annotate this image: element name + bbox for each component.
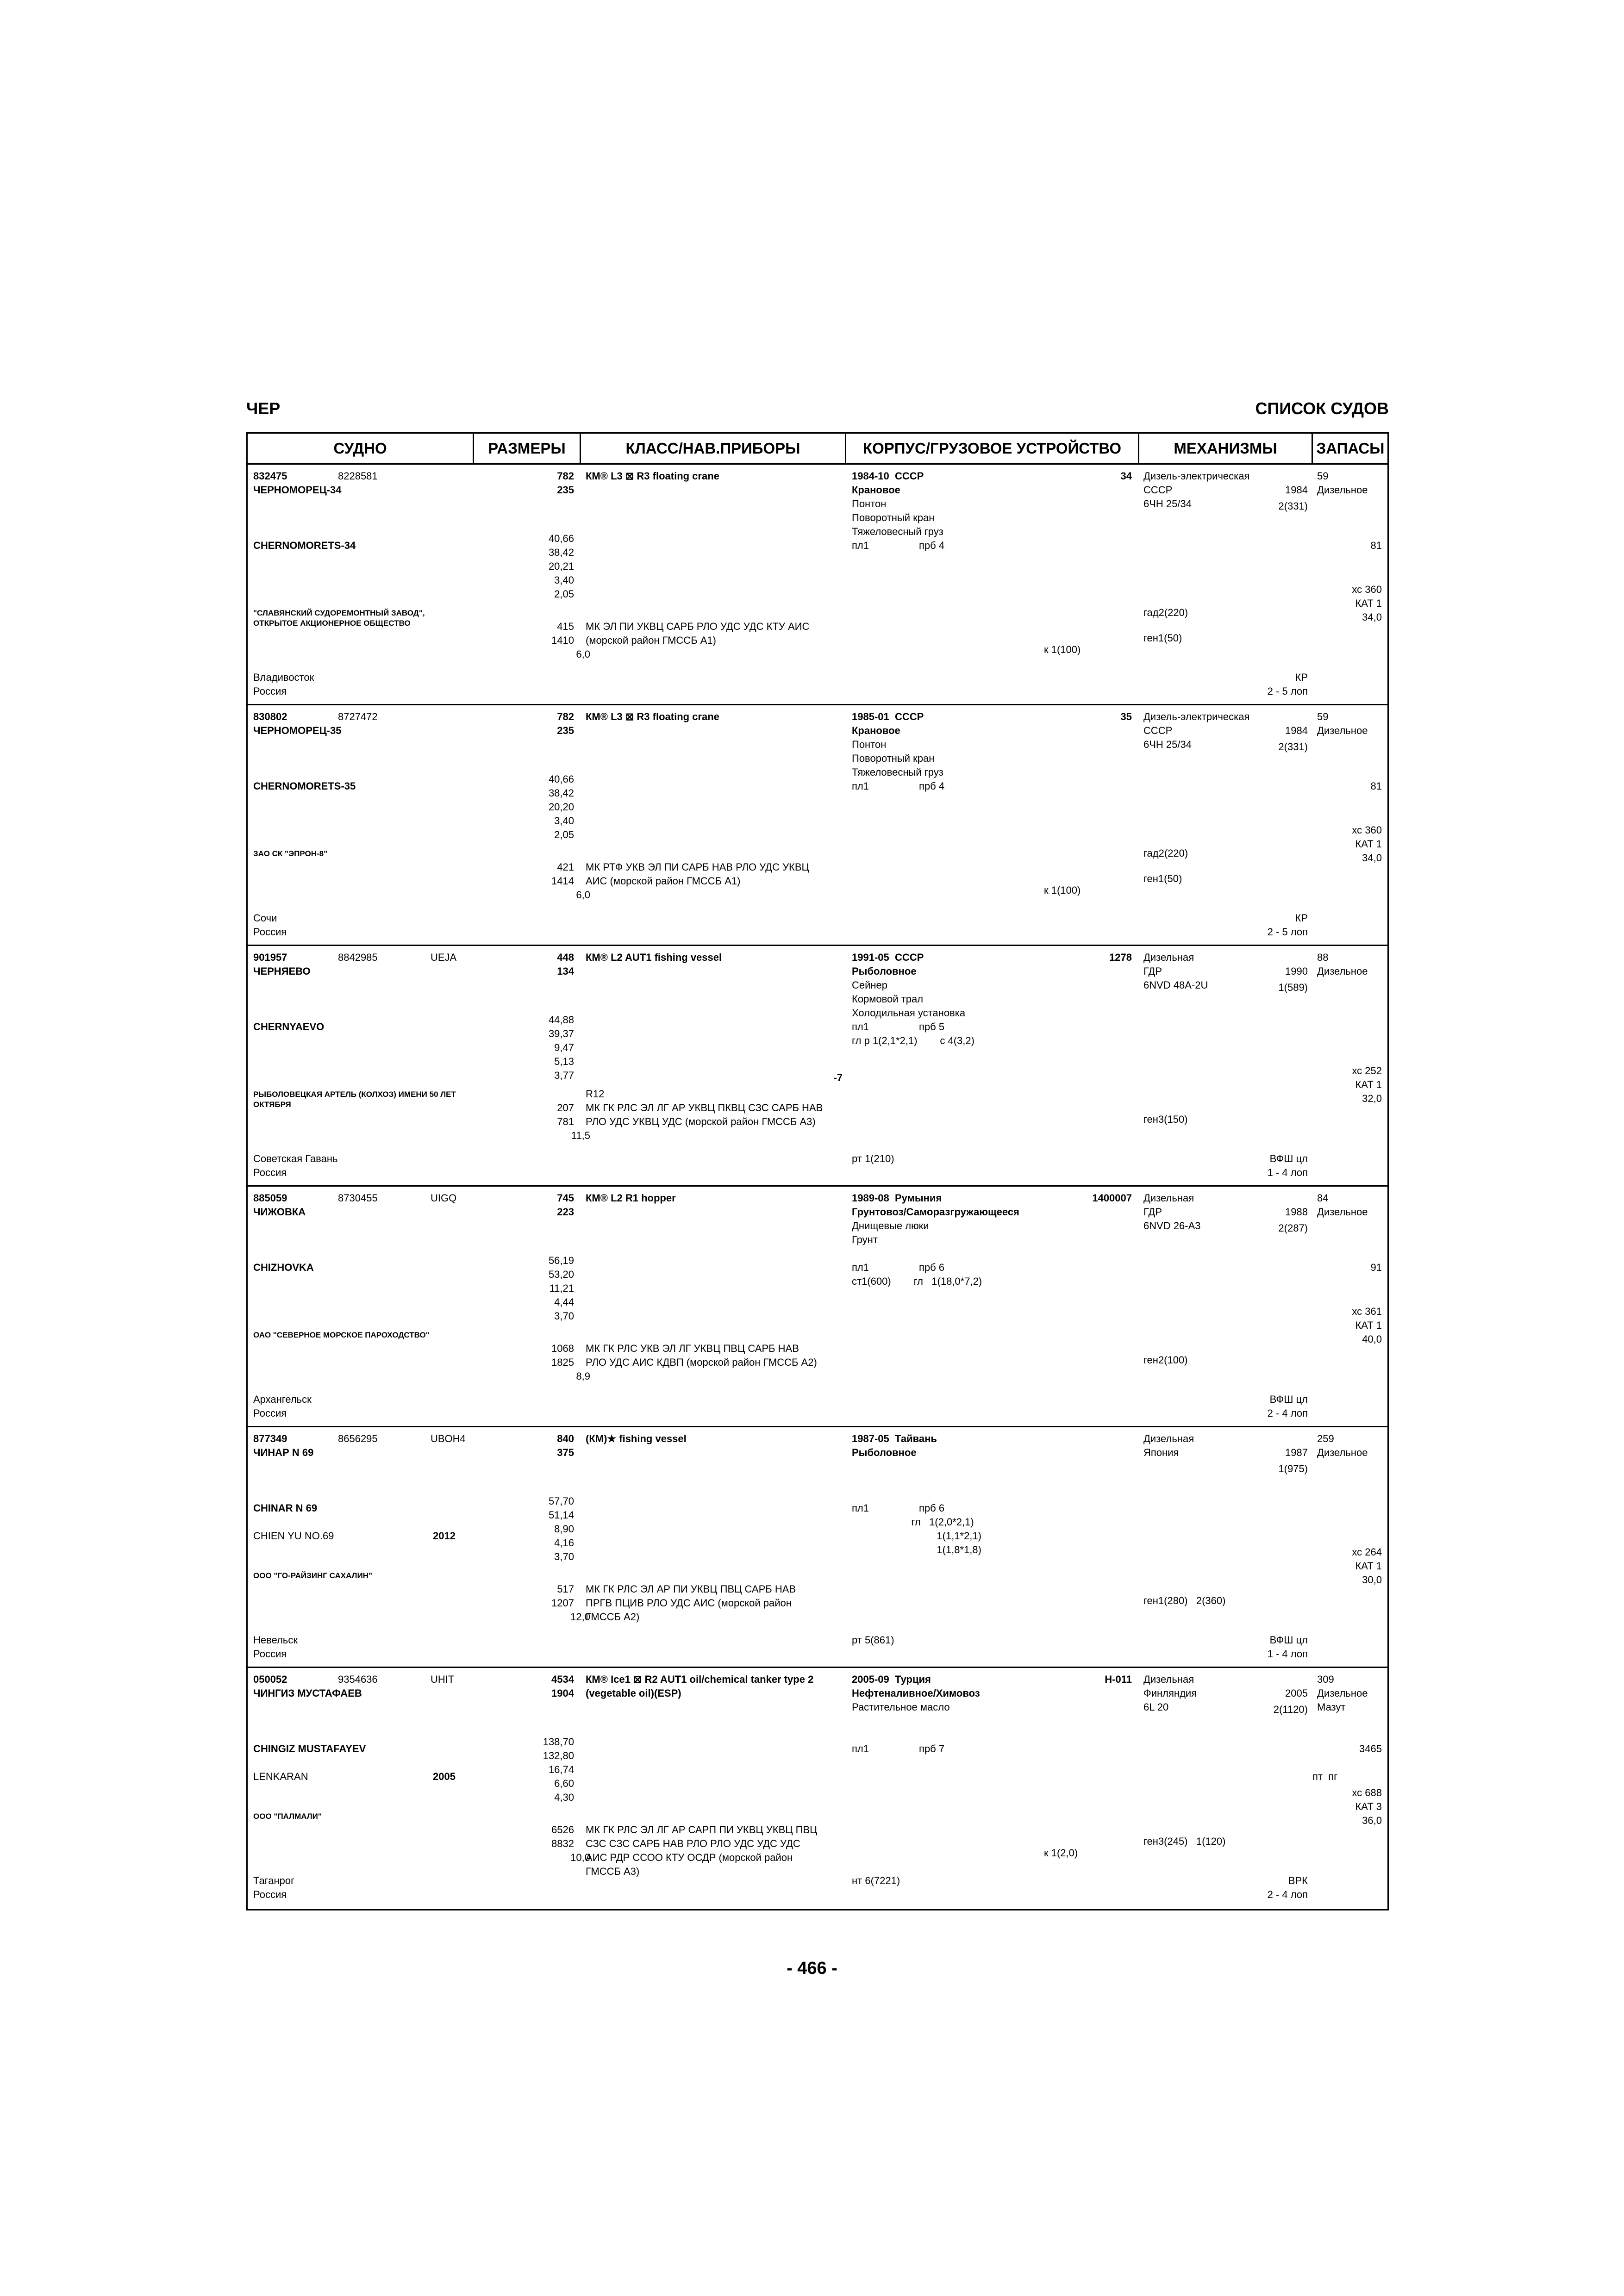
- hull-line: Нефтеналивное/Химовоз: [852, 1687, 980, 1699]
- tonnage-gross: 745: [557, 1192, 574, 1204]
- yard-number: 34: [1120, 470, 1132, 482]
- draught: 3,70: [554, 1310, 574, 1322]
- engine-type: Дизель-электрическая: [1143, 711, 1250, 722]
- engine-power: 2(1120): [1273, 1704, 1308, 1715]
- tonnage-gross: 782: [557, 470, 574, 482]
- col-vessel: СУДНО: [333, 440, 387, 457]
- home-port: Архангельск: [253, 1394, 312, 1405]
- class-notation: КМ® L2 R1 hopper: [586, 1192, 676, 1204]
- deadweight: 207: [557, 1102, 574, 1114]
- hull-line: Сейнер: [852, 979, 888, 991]
- build-year-country: 2005-09 Турция: [852, 1674, 931, 1685]
- generators: ген1(280) 2(360): [1143, 1595, 1226, 1606]
- propeller-type: ВРК: [1288, 1875, 1308, 1886]
- col-class: КЛАСС/НАВ.ПРИБОРЫ: [625, 440, 800, 457]
- draught: 2,05: [554, 829, 574, 840]
- capacity: 40,0: [1362, 1333, 1382, 1345]
- bulkheads: прб 6: [919, 1262, 945, 1273]
- class-notation: КМ® L2 AUT1 fishing vessel: [586, 952, 722, 963]
- engine-country: Япония: [1143, 1447, 1179, 1458]
- speed: 12,0: [570, 1611, 590, 1623]
- imo-number: 8842985: [338, 952, 378, 963]
- registry-number: 885059: [253, 1192, 287, 1204]
- ship-name: ЧИНАР N 69: [253, 1447, 314, 1458]
- displacement: 8832: [551, 1838, 574, 1849]
- yard-number: 1400007: [1092, 1192, 1132, 1204]
- call-sign: UEJA: [431, 952, 457, 963]
- ship-entry: [248, 465, 1387, 705]
- length-pp: 53,20: [548, 1269, 574, 1280]
- col-dimensions: РАЗМЕРЫ: [488, 440, 566, 457]
- ship-name-latin: CHINAR N 69: [253, 1502, 318, 1514]
- length-overall: 40,66: [548, 533, 574, 544]
- bulkheads: прб 4: [919, 540, 945, 551]
- flag: Россия: [253, 926, 287, 938]
- hull-line: Грунтовоз/Саморазгружающееся: [852, 1206, 1019, 1218]
- propeller-blades: 2 - 4 лоп: [1267, 1407, 1308, 1419]
- hull-line: Понтон: [852, 739, 887, 750]
- nav-equipment: МК РТФ УКВ ЭЛ ПИ САРБ НАВ РЛО УДС УКВЦ АИС (морской район ГМССБ А1): [586, 861, 809, 887]
- build-year-country: 1989-08 Румыния: [852, 1192, 942, 1204]
- tonnage-gross: 782: [557, 711, 574, 722]
- crew: 59: [1317, 711, 1329, 722]
- tonnage-gross: 4534: [551, 1674, 574, 1685]
- category: КАТ 1: [1355, 838, 1382, 850]
- entry-separator: [248, 1185, 1387, 1187]
- length-overall: 57,70: [548, 1495, 574, 1507]
- displacement: 1410: [551, 635, 574, 646]
- previous-name: LENKARAN: [253, 1771, 308, 1782]
- deadweight: 1068: [551, 1343, 574, 1354]
- length-pp: 38,42: [548, 787, 574, 799]
- hull-line: Крановое: [852, 484, 900, 496]
- engine-model: 6L 20: [1143, 1701, 1169, 1713]
- class-notation: КМ® Ice1 ⊠ R2 AUT1 oil/chemical tanker type 2 (vegetable oil)(ESP): [586, 1674, 814, 1699]
- stability-xc: хс 361: [1352, 1306, 1382, 1317]
- tonnage-net: 235: [557, 725, 574, 736]
- engine-country: Финляндия: [1143, 1687, 1197, 1699]
- entry-separator: [248, 945, 1387, 946]
- length-overall: 44,88: [548, 1014, 574, 1026]
- tonnage-gross: 448: [557, 952, 574, 963]
- fuel-type: Дизельное: [1317, 1447, 1368, 1458]
- hull-type-lines: [852, 964, 965, 1020]
- generators: ген2(100): [1143, 1354, 1188, 1366]
- engine-model: 6NVD 26-A3: [1143, 1220, 1201, 1232]
- category: КАТ 1: [1355, 1079, 1382, 1090]
- running-header-left: ЧЕР: [246, 399, 281, 418]
- speed: 11,5: [571, 1130, 590, 1141]
- crew: 84: [1317, 1192, 1329, 1204]
- holds: пл1: [852, 780, 869, 792]
- engine-model: 6ЧН 25/34: [1143, 498, 1192, 510]
- displacement: 1207: [551, 1597, 574, 1609]
- registry-number: 050052: [253, 1674, 287, 1685]
- home-port: Невельск: [253, 1634, 298, 1646]
- ship-name-latin: CHERNYAEVO: [253, 1021, 325, 1033]
- depth: 3,40: [554, 574, 574, 586]
- tonnage-net: 134: [557, 965, 574, 977]
- propeller-blades: 1 - 4 лоп: [1267, 1167, 1308, 1178]
- hull-line: Холодильная установка: [852, 1007, 966, 1019]
- stability-xc: хс 360: [1352, 824, 1382, 836]
- breadth: 9,47: [554, 1042, 574, 1053]
- capacity: 34,0: [1362, 852, 1382, 864]
- ship-entry: [248, 705, 1387, 946]
- speed: 6,0: [576, 889, 590, 901]
- stability-xc: хс 688: [1352, 1787, 1382, 1798]
- ship-name: ЧЕРНОМОРЕЦ-34: [253, 484, 342, 496]
- engine-model: 6NVD 48A-2U: [1143, 979, 1208, 991]
- generators: ген1(50): [1143, 632, 1182, 644]
- generators: ген3(150): [1143, 1114, 1188, 1125]
- tanks: рт 1(210): [852, 1153, 894, 1164]
- yard-number: 35: [1120, 711, 1132, 722]
- hull-line: Кормовой трал: [852, 993, 924, 1005]
- imo-number: 9354636: [338, 1674, 378, 1685]
- draught: 3,77: [554, 1070, 574, 1081]
- holds: пл1: [852, 1502, 869, 1514]
- hull-type-lines: [852, 1205, 1019, 1247]
- cargo-gear: ст1(600) гл 1(18,0*7,2): [852, 1276, 982, 1287]
- propeller-blades: 2 - 5 лоп: [1267, 926, 1308, 938]
- deadweight: 517: [557, 1583, 574, 1595]
- build-year-country: 1984-10 СССР: [852, 470, 924, 482]
- fuel-type: Дизельное: [1317, 1206, 1368, 1218]
- engine-power: 2(331): [1278, 500, 1308, 512]
- bulkheads: прб 6: [919, 1502, 945, 1514]
- deadweight: 421: [557, 861, 574, 873]
- running-header-right: СПИСОК СУДОВ: [1255, 399, 1389, 418]
- bulkheads: прб 7: [919, 1743, 945, 1755]
- length-overall: 56,19: [548, 1255, 574, 1266]
- fuel-type: Дизельное: [1317, 725, 1368, 736]
- imo-number: 8228581: [338, 470, 378, 482]
- engine-type: Дизельная: [1143, 1433, 1194, 1444]
- entry-separator: [248, 1426, 1387, 1427]
- endurance: 3465: [1359, 1743, 1382, 1755]
- class-notation: КМ® L3 ⊠ R3 floating crane: [586, 711, 719, 722]
- hull-line: Днищевые люки: [852, 1220, 929, 1232]
- nav-equipment: МК ГК РЛС ЭЛ ЛГ АР УКВЦ ПКВЦ СЗС САРБ НАВ РЛО УДС УКВЦ УДС (морской район ГМССБ А3): [586, 1102, 823, 1127]
- stability-xc: хс 264: [1352, 1546, 1382, 1558]
- holds: пл1: [852, 1021, 869, 1033]
- engine-country: ГДР: [1143, 1206, 1162, 1218]
- engine-type: Дизель-электрическая: [1143, 470, 1250, 482]
- owner: ОАО "СЕВЕРНОЕ МОРСКОЕ ПАРОХОДСТВО": [253, 1331, 430, 1339]
- flag: Россия: [253, 1648, 287, 1660]
- class-marker: -7: [833, 1072, 843, 1083]
- propeller-type: ВФШ цл: [1269, 1394, 1308, 1405]
- fuel-type: Дизельное: [1317, 965, 1368, 977]
- propeller-type: КР: [1295, 672, 1308, 683]
- bulkheads: прб 5: [919, 1021, 945, 1033]
- endurance: 81: [1370, 780, 1382, 792]
- call-sign: UBOH4: [431, 1433, 466, 1444]
- generators: ген1(50): [1143, 873, 1182, 884]
- nav-equipment: МК ГК РЛС УКВ ЭЛ ЛГ УКВЦ ПВЦ САРБ НАВ РЛО УДС АИС КДВП (морской район ГМССБ А2): [586, 1343, 817, 1368]
- crew: 259: [1317, 1433, 1334, 1444]
- hull-line: Понтон: [852, 498, 887, 510]
- holds: пл1: [852, 1262, 869, 1273]
- length-pp: 39,37: [548, 1028, 574, 1039]
- category: КАТ 1: [1355, 1560, 1382, 1572]
- class-extra: R12: [586, 1088, 605, 1100]
- ship-name: ЧИНГИЗ МУСТАФАЕВ: [253, 1687, 362, 1699]
- depth: 5,13: [554, 1056, 574, 1067]
- crew: 59: [1317, 470, 1329, 482]
- nav-equipment: МК ГК РЛС ЭЛ АР ПИ УКВЦ ПВЦ САРБ НАВ ПРГВ ПЦИВ РЛО УДС АИС (морской район ГМССБ А2): [586, 1583, 796, 1623]
- breadth: 16,74: [548, 1764, 574, 1775]
- cargo-gear: гл 1(2,0*2,1) 1(1,1*2,1) 1(1,8*1,8): [911, 1516, 981, 1556]
- holds: пл1: [852, 540, 869, 551]
- registry-number: 832475: [253, 470, 287, 482]
- hull-line: Поворотный кран: [852, 753, 935, 764]
- generators-aux: гад2(220): [1143, 607, 1188, 618]
- hull-line: Крановое: [852, 725, 900, 736]
- category: КАТ 1: [1355, 1319, 1382, 1331]
- owner: РЫБОЛОВЕЦКАЯ АРТЕЛЬ (КОЛХОЗ) ИМЕНИ 50 ЛЕТ ОКТЯБРЯ: [253, 1090, 456, 1109]
- ship-entry: [248, 1668, 1387, 1909]
- breadth: 20,20: [548, 801, 574, 813]
- crane-equipment: к 1(2,0): [1044, 1847, 1078, 1859]
- page-number: - 466 -: [787, 1959, 837, 1978]
- ship-register-table: [246, 432, 1389, 1910]
- registry-number: 901957: [253, 952, 287, 963]
- propeller-blades: 1 - 4 лоп: [1267, 1648, 1308, 1660]
- ship-entry: [248, 1187, 1387, 1427]
- crane-equipment: к 1(100): [1044, 884, 1081, 896]
- tonnage-gross: 840: [557, 1433, 574, 1444]
- cargo-gear: гл р 1(2,1*2,1) с 4(3,2): [852, 1035, 974, 1046]
- crew: 88: [1317, 952, 1329, 963]
- speed: 8,9: [576, 1370, 590, 1382]
- tonnage-net: 1904: [551, 1687, 574, 1699]
- engine-year: 1990: [1285, 965, 1308, 977]
- holds: пл1: [852, 1743, 869, 1755]
- propeller-type: ВФШ цл: [1269, 1153, 1308, 1164]
- imo-number: 8730455: [338, 1192, 378, 1204]
- hull-line: Грунт: [852, 1234, 878, 1245]
- call-sign: UIGQ: [431, 1192, 457, 1204]
- tanks: рт 5(861): [852, 1634, 894, 1646]
- home-port: Сочи: [253, 912, 277, 924]
- depth: 4,16: [554, 1537, 574, 1549]
- engine-country: СССР: [1143, 725, 1173, 736]
- engine-power: 2(287): [1278, 1222, 1308, 1234]
- hull-line: Поворотный кран: [852, 512, 935, 523]
- engine-power: 1(975): [1278, 1463, 1308, 1475]
- propeller-type: ВФШ цл: [1269, 1634, 1308, 1646]
- propeller-blades: 2 - 4 лоп: [1267, 1889, 1308, 1900]
- capacity: 36,0: [1362, 1815, 1382, 1826]
- flag: Россия: [253, 685, 287, 697]
- ship-name: ЧИЖОВКА: [253, 1206, 306, 1218]
- call-sign: UHIT: [431, 1674, 455, 1685]
- hull-line: Тяжеловесный груз: [852, 766, 943, 778]
- nav-equipment: МК ГК РЛС ЭЛ ЛГ АР САРП ПИ УКВЦ УКВЦ ПВЦ СЗС СЗС САРБ НАВ РЛО РЛО УДС УДС УДС АИС РДР ССОО КТУ ОСДР (морской район ГМССБ А3): [586, 1824, 818, 1877]
- propeller-blades: 2 - 5 лоп: [1267, 685, 1308, 697]
- entry-separator: [248, 1667, 1387, 1668]
- depth: 3,40: [554, 815, 574, 827]
- ship-name-latin: CHINGIZ MUSTAFAYEV: [253, 1743, 366, 1755]
- engine-year: 1984: [1285, 725, 1308, 736]
- stability-xc: хс 360: [1352, 584, 1382, 595]
- owner: ООО "ПАЛМАЛИ": [253, 1812, 322, 1821]
- engine-year: 1988: [1285, 1206, 1308, 1218]
- build-year-country: 1985-01 СССР: [852, 711, 924, 722]
- propeller-type: КР: [1295, 912, 1308, 924]
- generators-aux: гад2(220): [1143, 847, 1188, 859]
- engine-year: 2005: [1285, 1687, 1308, 1699]
- flag: Россия: [253, 1889, 287, 1900]
- home-port: Таганрог: [253, 1875, 295, 1886]
- ship-entry: [248, 946, 1387, 1187]
- col-hull: КОРПУС/ГРУЗОВОЕ УСТРОЙСТВО: [862, 440, 1122, 457]
- hull-type-lines: [852, 1686, 980, 1714]
- displacement: 781: [557, 1116, 574, 1127]
- home-port: Советская Гавань: [253, 1153, 338, 1164]
- owner: ЗАО СК "ЭПРОН-8": [253, 849, 328, 858]
- col-machinery: МЕХАНИЗМЫ: [1174, 440, 1277, 457]
- flag: Россия: [253, 1167, 287, 1178]
- imo-number: 8727472: [338, 711, 378, 722]
- tonnage-net: 223: [557, 1206, 574, 1218]
- depth: 6,60: [554, 1778, 574, 1789]
- owner: ООО "ГО-РАЙЗИНГ САХАЛИН": [253, 1571, 373, 1580]
- ship-name-latin: CHERNOMORETS-35: [253, 780, 356, 792]
- engine-type: Дизельная: [1143, 1674, 1194, 1685]
- engine-year: 1984: [1285, 484, 1308, 496]
- speed: 6,0: [576, 648, 590, 660]
- engine-type: Дизельная: [1143, 1192, 1194, 1204]
- engine-power: 2(331): [1278, 741, 1308, 753]
- flag: Россия: [253, 1407, 287, 1419]
- fuel-type-2: Мазут: [1317, 1701, 1346, 1713]
- category: КАТ 3: [1355, 1801, 1382, 1812]
- fuel-type: Дизельное: [1317, 1687, 1368, 1699]
- draught: 3,70: [554, 1551, 574, 1562]
- previous-name-year: 2012: [433, 1530, 456, 1542]
- deadweight: 415: [557, 621, 574, 632]
- breadth: 11,21: [549, 1282, 574, 1294]
- ship-name: ЧЕРНОМОРЕЦ-35: [253, 725, 342, 736]
- bulkheads: прб 4: [919, 780, 945, 792]
- engine-country: СССР: [1143, 484, 1173, 496]
- ship-entry: [248, 1427, 1387, 1668]
- displacement: 1414: [551, 875, 574, 887]
- category: КАТ 1: [1355, 597, 1382, 609]
- engine-year: 1987: [1285, 1447, 1308, 1458]
- col-supplies: ЗАПАСЫ: [1316, 440, 1385, 457]
- registry-number: 877349: [253, 1433, 287, 1444]
- draught: 2,05: [554, 588, 574, 600]
- build-year-country: 1991-05 СССР: [852, 952, 924, 963]
- length-overall: 138,70: [543, 1736, 574, 1748]
- fire-extinguishing: пт пг: [1312, 1771, 1338, 1782]
- hull-type-lines: [852, 483, 943, 539]
- capacity: 34,0: [1362, 611, 1382, 623]
- engine-country: ГДР: [1143, 965, 1162, 977]
- class-notation: КМ® L3 ⊠ R3 floating crane: [586, 470, 719, 482]
- home-port: Владивосток: [253, 672, 314, 683]
- depth: 4,44: [554, 1296, 574, 1308]
- length-overall: 40,66: [548, 773, 574, 785]
- class-notation: (КМ)★ fishing vessel: [586, 1433, 687, 1444]
- tanks: нт 6(7221): [852, 1875, 900, 1886]
- endurance: 81: [1370, 540, 1382, 551]
- speed: 10,0: [570, 1852, 590, 1863]
- draught: 4,30: [554, 1792, 574, 1803]
- stability-xc: хс 252: [1352, 1065, 1382, 1076]
- length-pp: 38,42: [548, 547, 574, 558]
- owner: "СЛАВЯНСКИЙ СУДОРЕМОНТНЫЙ ЗАВОД", ОТКРЫТОЕ АКЦИОНЕРНОЕ ОБЩЕСТВО: [253, 609, 425, 628]
- hull-line: Тяжеловесный груз: [852, 526, 943, 537]
- tonnage-net: 375: [557, 1447, 574, 1458]
- nav-equipment: МК ЭЛ ПИ УКВЦ САРБ РЛО УДС УДС КТУ АИС (морской район ГМССБ А1): [586, 621, 810, 646]
- capacity: 30,0: [1362, 1574, 1382, 1586]
- engine-power: 1(589): [1278, 982, 1308, 993]
- hull-type-lines: [852, 724, 943, 779]
- entry-separator: [248, 704, 1387, 705]
- crew: 309: [1317, 1674, 1334, 1685]
- crane-equipment: к 1(100): [1044, 644, 1081, 655]
- capacity: 32,0: [1362, 1093, 1382, 1104]
- previous-name: CHIEN YU NO.69: [253, 1530, 334, 1542]
- ship-name: ЧЕРНЯЕВО: [253, 965, 311, 977]
- endurance: 91: [1370, 1262, 1382, 1273]
- hull-line: Рыболовное: [852, 1447, 917, 1458]
- ship-name-latin: CHIZHOVKA: [253, 1262, 314, 1273]
- breadth: 20,21: [548, 560, 574, 572]
- previous-name-year: 2005: [433, 1771, 456, 1782]
- hull-line: Рыболовное: [852, 965, 917, 977]
- length-pp: 51,14: [548, 1509, 574, 1521]
- engine-type: Дизельная: [1143, 952, 1194, 963]
- fuel-type: Дизельное: [1317, 484, 1368, 496]
- registry-number: 830802: [253, 711, 287, 722]
- length-pp: 132,80: [543, 1750, 574, 1761]
- build-year-country: 1987-05 Тайвань: [852, 1433, 937, 1444]
- yard-number: H-011: [1105, 1674, 1132, 1685]
- hull-type-lines: [852, 1446, 917, 1460]
- breadth: 8,90: [554, 1523, 574, 1535]
- yard-number: 1278: [1109, 952, 1132, 963]
- ship-name-latin: CHERNOMORETS-34: [253, 540, 356, 551]
- imo-number: 8656295: [338, 1433, 378, 1444]
- hull-line: Растительное масло: [852, 1701, 950, 1713]
- displacement: 1825: [551, 1356, 574, 1368]
- tonnage-net: 235: [557, 484, 574, 496]
- engine-model: 6ЧН 25/34: [1143, 739, 1192, 750]
- deadweight: 6526: [551, 1824, 574, 1836]
- generators: ген3(245) 1(120): [1143, 1836, 1226, 1847]
